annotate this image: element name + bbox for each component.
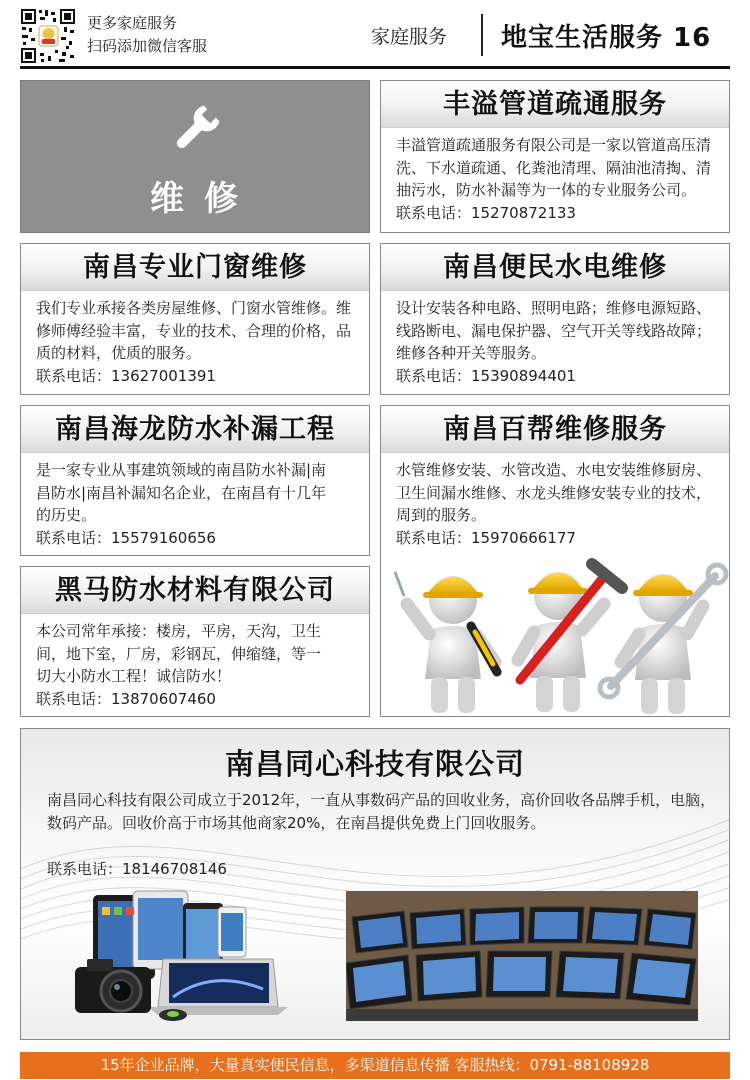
- card-phone[interactable]: 联系电话：15270872133: [396, 203, 576, 222]
- wrench-icon: [171, 103, 221, 155]
- card-body: [21, 453, 369, 549]
- card-phone[interactable]: 联系电话：15579160656: [36, 528, 216, 547]
- ad-phone[interactable]: 联系电话：18146708146: [47, 860, 227, 878]
- header-divider: [481, 14, 483, 56]
- service-card-waterproof-materials[interactable]: [20, 566, 370, 717]
- card-title: 南昌百帮维修服务: [381, 406, 729, 453]
- header-promo: [87, 12, 207, 58]
- card-description: 我们专业承接各类房屋维修、门窗水管维修。维修师傅经验丰富，专业的技术、合理的价格，品质的材料，优质的服务。: [36, 299, 352, 362]
- card-title: 南昌专业门窗维修: [21, 244, 369, 291]
- card-phone[interactable]: 联系电话：13870607460: [36, 689, 216, 708]
- card-phone[interactable]: 联系电话：13627001391: [36, 366, 216, 385]
- card-description: 是一家专业从事建筑领域的南昌防水补漏|南昌防水|南昌补漏知名企业，在南昌有十几年的历史。: [36, 461, 327, 524]
- worker-hammer: [518, 564, 622, 712]
- promo-line-2: 扫码添加微信客服: [87, 37, 208, 55]
- workers-tools-illustration: [380, 556, 730, 717]
- card-body: [21, 291, 369, 387]
- service-card-plumbing-electrical[interactable]: [380, 243, 730, 395]
- card-title: 黑马防水材料有限公司: [21, 567, 369, 614]
- tongxin-tech-ad[interactable]: [20, 728, 730, 1040]
- header-category: 家庭服务: [371, 26, 448, 48]
- card-description: 水管维修安装、水管改造、水电安装维修厨房、卫生间漏水维修、水龙头维修安装专业的技术，周到的服务。: [396, 461, 712, 524]
- card-description: 设计安装各种电路、照明电路；维修电源短路、线路断电、漏电保护器、空气开关等线路故障； 维修各种开关等服务。: [396, 299, 712, 362]
- header-title: 地宝生活服务 16: [501, 23, 712, 53]
- wechat-qr-code[interactable]: [20, 8, 76, 64]
- card-title: 南昌便民水电维修: [381, 244, 729, 291]
- card-body: [381, 453, 729, 549]
- card-body: [381, 128, 729, 224]
- card-phone[interactable]: 联系电话：15390894401: [396, 366, 576, 385]
- repair-category-tile[interactable]: [20, 80, 370, 233]
- promo-line-1: 更多家庭服务: [87, 14, 178, 32]
- ad-description: 南昌同心科技有限公司成立于2012年，一直从事数码产品的回收业务，高价回收各品牌手机，电脑，数码产品。回收价高于市场其他商家20%，在南昌提供免费上门回收服务。: [47, 791, 716, 832]
- ad-title: 南昌同心科技有限公司: [224, 747, 525, 781]
- header-rule: [20, 66, 730, 69]
- service-card-waterproofing-engineering[interactable]: [20, 405, 370, 556]
- recycled-laptops-image: [346, 891, 698, 1021]
- card-body: [21, 614, 369, 710]
- card-description: 本公司常年承接：楼房，平房，天沟，卫生间，地下室，厂房，彩钢瓦，伸缩缝，等一切大小防水工程！诚信防水！: [36, 622, 322, 685]
- card-phone[interactable]: 联系电话：15970666177: [396, 528, 576, 547]
- digital-devices-image: [73, 889, 293, 1024]
- page-header: [0, 0, 750, 66]
- card-body: [381, 291, 729, 387]
- service-card-door-window-repair[interactable]: [20, 243, 370, 395]
- card-title: 丰溢管道疏通服务: [381, 81, 729, 128]
- footer-banner: 15年企业品牌，大量真实便民信息，多渠道信息传播 客服热线：0791-88108928: [20, 1052, 730, 1079]
- repair-label: 维修: [150, 179, 258, 219]
- card-title: 南昌海龙防水补漏工程: [21, 406, 369, 453]
- card-description: 丰溢管道疏通服务有限公司是一家以管道高压清洗、下水道疏通、化粪池清理、隔油池清掏、清抽污水，防水补漏等为一体的专业服务公司。: [396, 136, 712, 199]
- worker-screwdriver: [395, 572, 497, 713]
- service-card-baibang-repair[interactable]: [380, 405, 730, 556]
- service-card-pipe-dredging[interactable]: [380, 80, 730, 233]
